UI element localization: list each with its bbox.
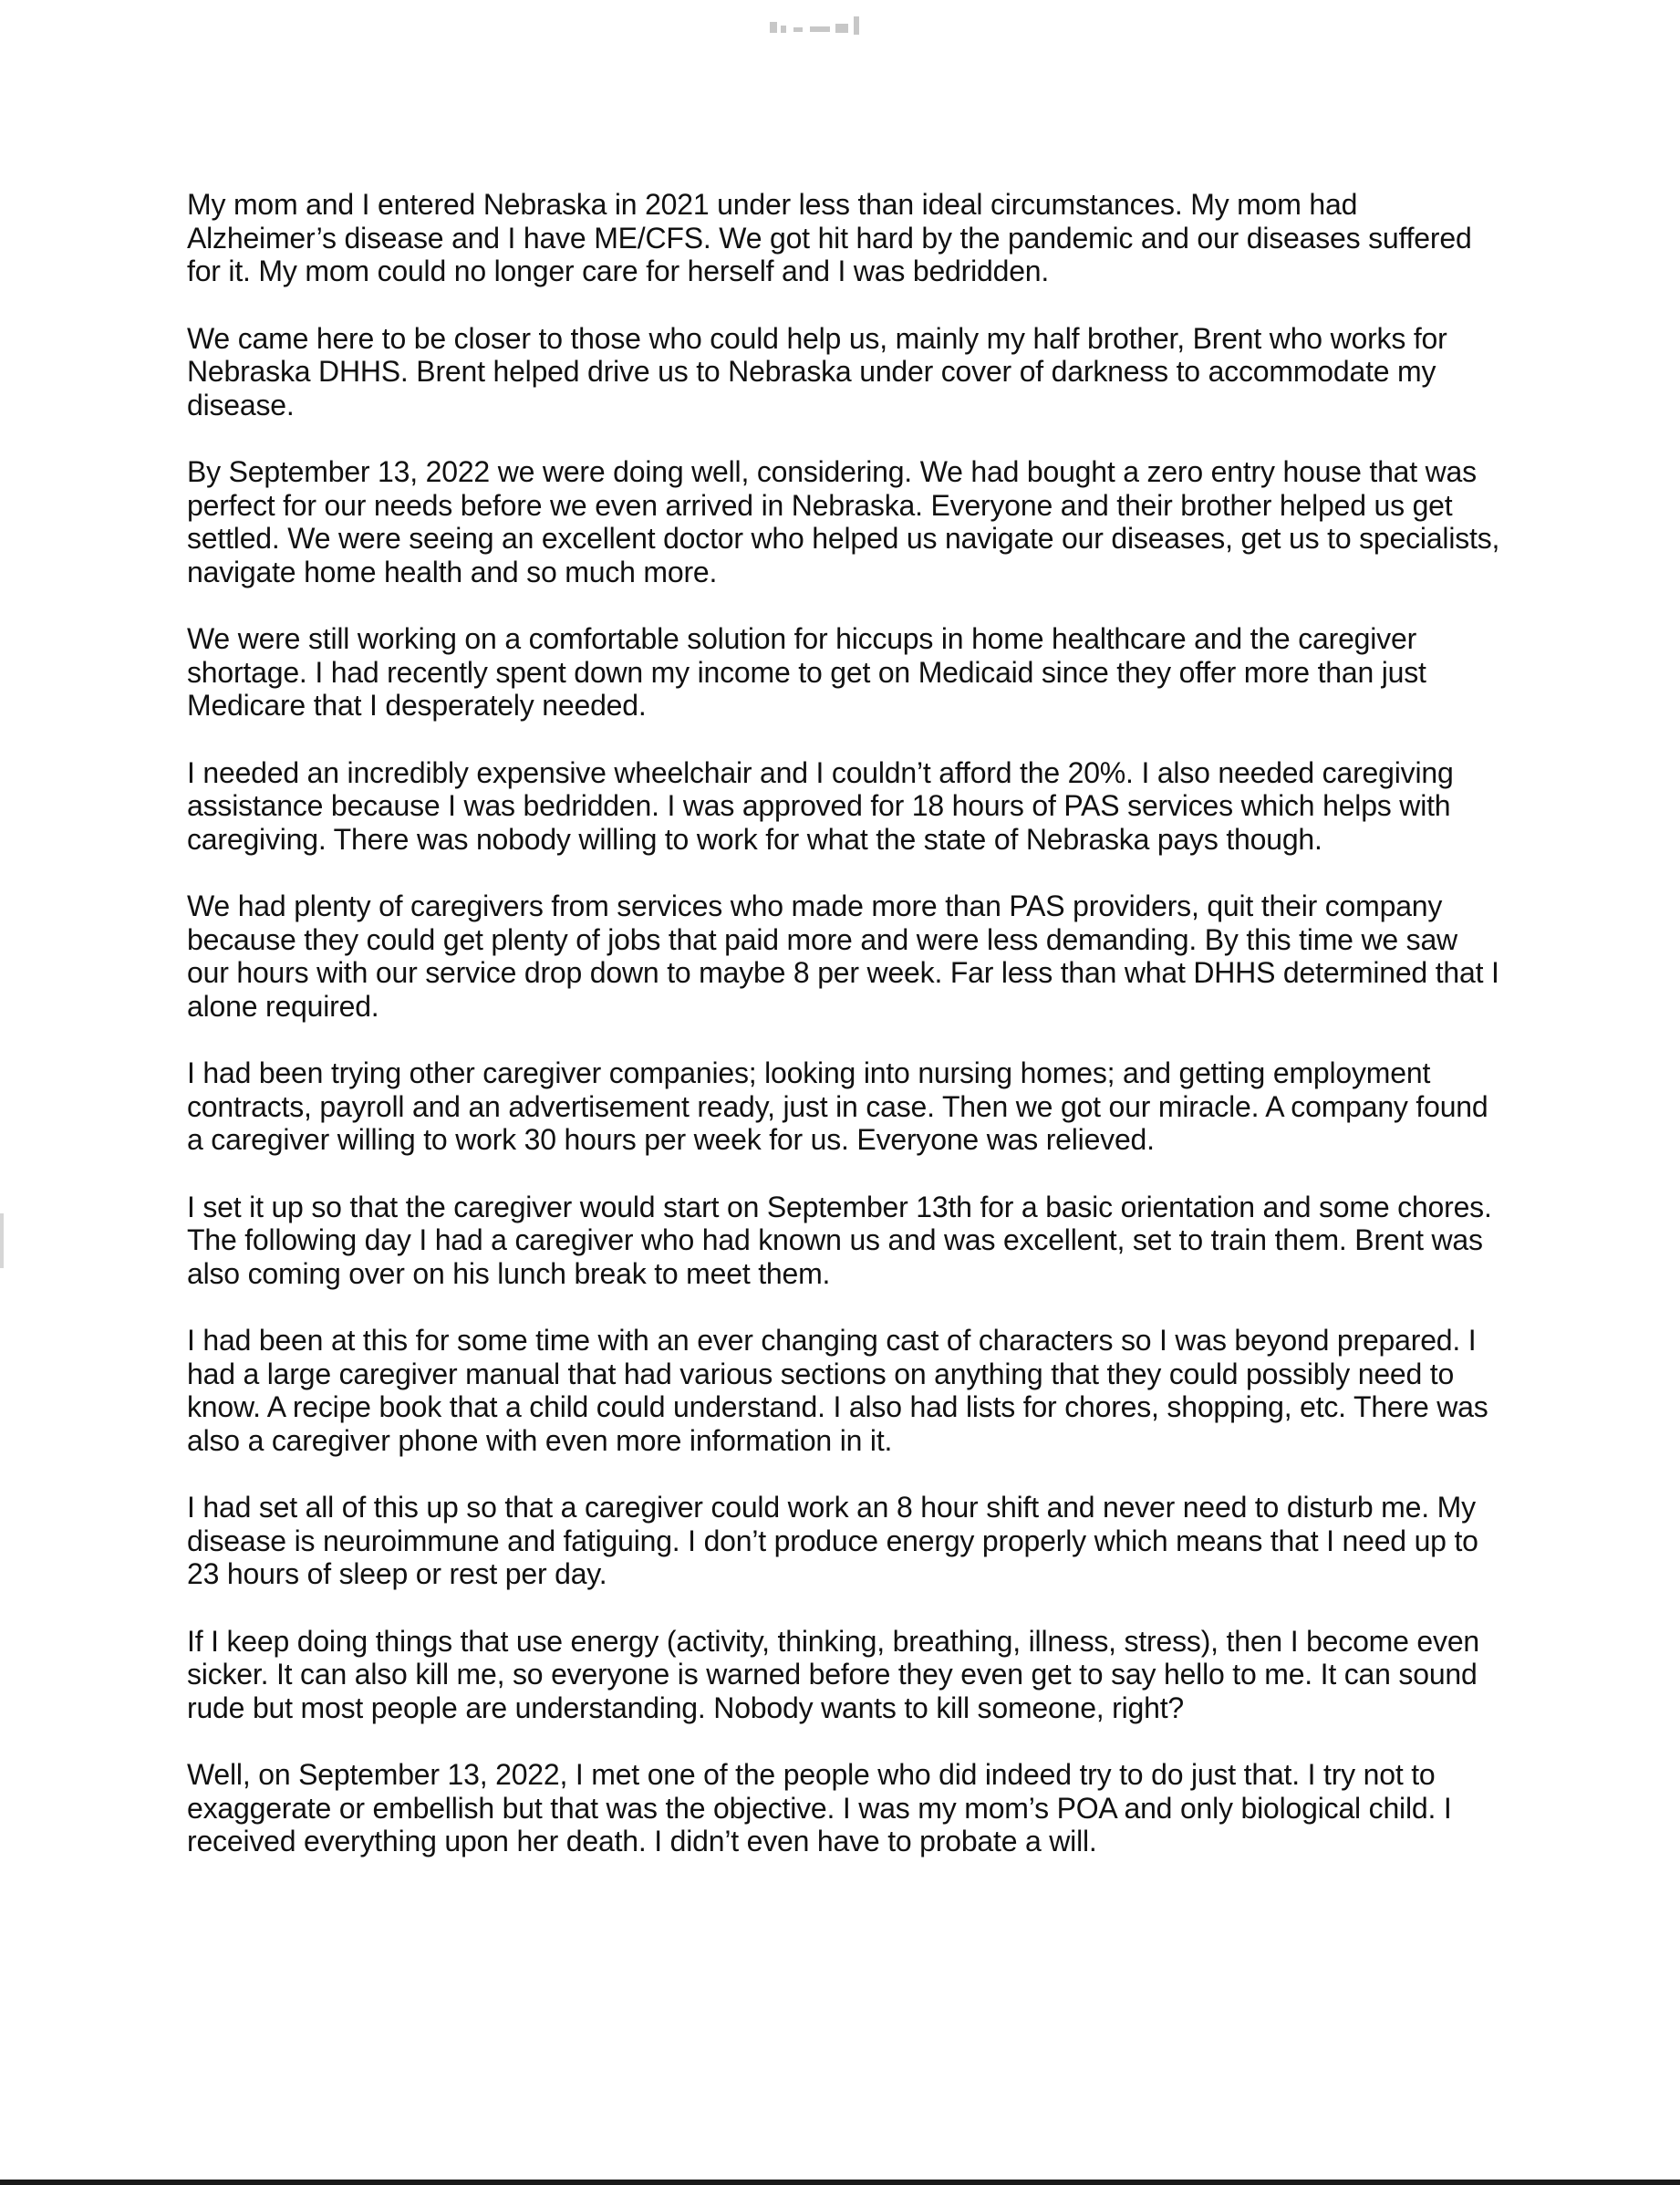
paragraph-10: I had set all of this up so that a caregiver could work an 8 hour shift and never need to disturb me. My disease is neuroimmune and fatiguing. I don’t produce energy properly which means that I need up to 23 hours of sleep or rest per day. — [187, 1491, 1478, 1590]
scan-artifact-mark — [766, 13, 903, 40]
paragraph-5: I needed an incredibly expensive wheelchair and I couldn’t afford the 20%. I also needed caregiving assistance because I was bedridden. I was approved for 18 hours of PAS services which helps with caregiving. There was nobody willing to work for what the state of Nebraska pays though. — [187, 755, 1454, 856]
paragraph-2: We came here to be closer to those who could help us, mainly my half brother, Brent who works for Nebraska DHHS. Brent helped drive us to Nebraska under cover of darkness to accommodate my disease. — [187, 321, 1447, 421]
paragraph-1: My mom and I entered Nebraska in 2021 under less than ideal circumstances. My mom had Alzheimer’s disease and I have ME/CFS. We got hit hard by the pandemic and our diseases suffered for it. My mom could no longer care for herself and I was bedridden. — [187, 188, 1472, 287]
page-bottom-edge — [0, 2180, 1680, 2185]
paragraph-3: By September 13, 2022 we were doing well, considering. We had bought a zero entry house that was perfect for our needs before we even arrived in Nebraska. Everyone and their brother helped us get settled. We were seeing an excellent doctor who helped us navigate our diseases, get us to specialists, navigate home health and so much more. — [187, 455, 1500, 588]
paragraph-11: If I keep doing things that use energy (activity, thinking, breathing, illness, stress), then I become even sicker. It can also kill me, so everyone is warned before they even get to say hello to me. It can sound rude but most people are understanding. Nobody wants to kill someone, right? — [187, 1624, 1480, 1724]
paragraph-12: Well, on September 13, 2022, I met one of the people who did indeed try to do just that. I try not to exaggerate or embellish but that was the objective. I was my mom’s POA and only biological child. I received everything upon her death. I didn’t even have to probate a will. — [187, 1758, 1452, 1857]
letter-body — [187, 188, 1500, 1892]
paragraph-8: I set it up so that the caregiver would start on September 13th for a basic orientation and some chores. The following day I had a caregiver who had known us and was excellent, set to train them. Brent was also coming over on his lunch break to meet them. — [187, 1190, 1492, 1290]
paragraph-4: We were still working on a comfortable solution for hiccups in home healthcare and the caregiver shortage. I had recently spent down my income to get on Medicaid since they offer more than just Medicare that I desperately needed. — [187, 622, 1426, 722]
paragraph-7: I had been trying other caregiver companies; looking into nursing homes; and getting employment contracts, payroll and an advertisement ready, just in case. Then we got our miracle. A company found a caregiver willing to work 30 hours per week for us. Everyone was relieved. — [187, 1056, 1488, 1156]
paragraph-9: I had been at this for some time with an ever changing cast of characters so I was beyond prepared. I had a large caregiver manual that had various sections on anything that they could possibly need to know. A recipe book that a child could understand. I also had lists for chores, shopping, etc. There was also a caregiver phone with even more information in it. — [187, 1324, 1488, 1457]
scan-edge-shadow — [0, 1213, 4, 1268]
paragraph-6: We had plenty of caregivers from services who made more than PAS providers, quit their company because they could get plenty of jobs that paid more and were less demanding. By this time we saw our hours with our service drop down to maybe 8 per week. Far less than what DHHS determined that I alone required. — [187, 890, 1499, 1023]
